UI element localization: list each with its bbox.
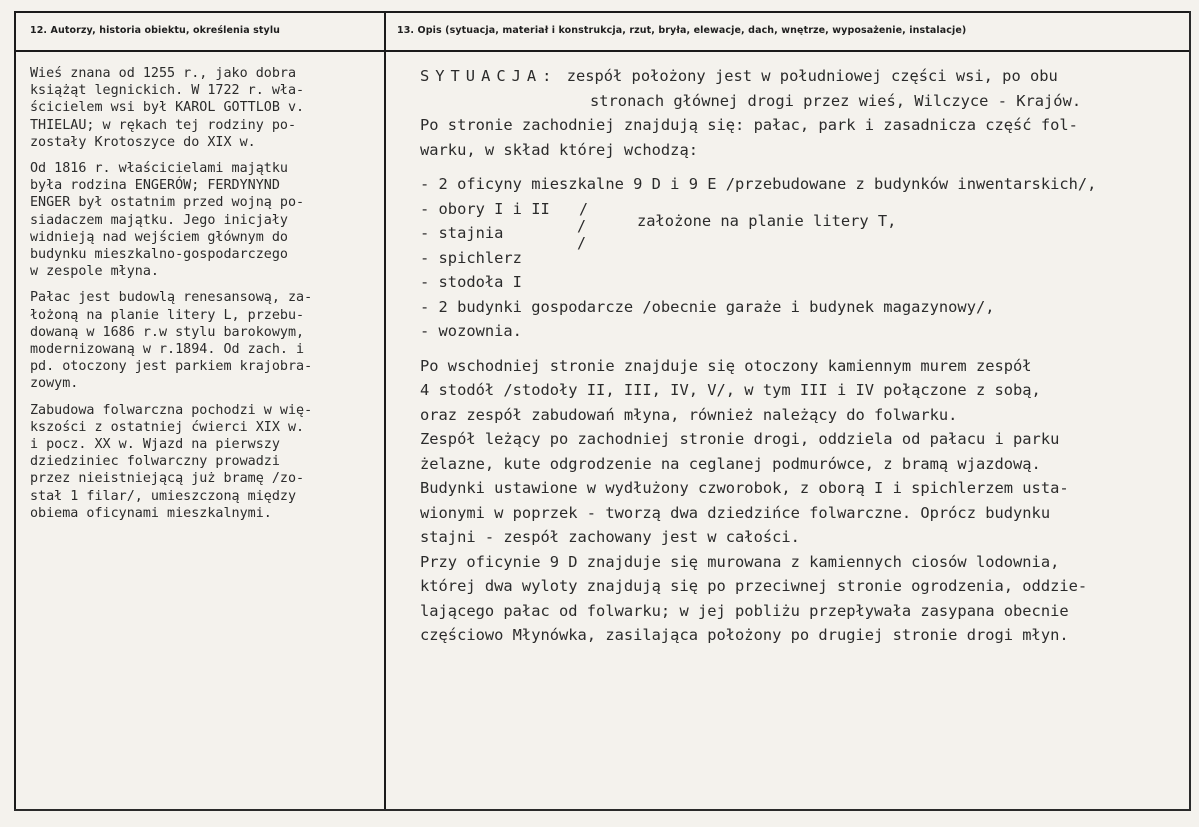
text-line: w zespole młyna.	[30, 264, 159, 280]
text-line: Po wschodniej stronie znajduje się otoczony kamiennym murem zespół	[420, 356, 1032, 375]
text-line: obiema oficynami mieszkalnymi.	[30, 505, 272, 521]
west-intro-line: warku, w skład której wchodzą:	[420, 140, 698, 159]
text-line: książąt legnickich. W 1722 r. wła-	[30, 83, 305, 99]
west-buildings-list	[420, 172, 1180, 344]
text-line: Wieś znana od 1255 r., jako dobra	[30, 66, 297, 81]
text-line: 4 stodół /stodoły II, III, IV, V/, w tym III i IV połączone z sobą,	[420, 381, 1041, 399]
text-line: łożoną na planie litery L, przebu-	[30, 307, 305, 323]
text-line: Zabudowa folwarczna pochodzi w wię-	[30, 402, 313, 418]
text-line: Budynki ustawione w wydłużony czworobok, z oborą I i spichlerzem usta-	[420, 479, 1069, 497]
east-description	[420, 354, 1180, 648]
text-line: siadaczem majątku. Jego inicjały	[30, 212, 288, 228]
situacja-label: SYTUACJA:	[420, 67, 558, 85]
situacja-text: zespół położony jest w południowej części wsi, po obu	[566, 67, 1058, 85]
list-item: - stajnia	[420, 224, 504, 242]
situacja-line-1	[420, 64, 1180, 89]
history-paragraph-3	[30, 289, 380, 392]
text-line: częściowo Młynówka, zasilająca położony po drugiej stronie drogi młyn.	[420, 626, 1069, 644]
text-line: dziedziniec folwarczny prowadzi	[30, 454, 280, 470]
list-item: - spichlerz	[420, 248, 522, 267]
text-line: pd. otoczony jest parkiem krajobra-	[30, 359, 313, 375]
text-line: widnieją nad wejściem głównym do	[30, 229, 288, 245]
description-column	[420, 64, 1180, 648]
history-paragraph-1	[30, 65, 380, 151]
list-item: - stodoła I	[420, 273, 522, 291]
text-line: ścicielem wsi był KAROL GOTTLOB v.	[30, 100, 305, 116]
text-line: przez nieistniejącą już bramę /zo-	[30, 471, 305, 487]
list-item: - obory I i II	[420, 199, 550, 218]
history-paragraph-4	[30, 402, 380, 522]
text-line: żelazne, kute odgrodzenie na ceglanej podmurówce, z bramą wjazdową.	[420, 454, 1041, 473]
frame-border-right	[1189, 11, 1191, 811]
west-intro-line: Po stronie zachodniej znajdują się: pałac, park i zasadnicza część fol-	[420, 116, 1078, 134]
text-line: kszości z ostatniej ćwierci XIX w.	[30, 419, 305, 435]
text-line: zostały Krotoszyce do XIX w.	[30, 134, 256, 150]
frame-border-bottom	[14, 809, 1191, 811]
situacja-line-2: stronach głównej drogi przez wieś, Wilczyce - Krajów.	[590, 91, 1082, 110]
text-line: Przy oficynie 9 D znajduje się murowana z kamiennych ciosów lodownia,	[420, 552, 1060, 571]
text-line: i pocz. XX w. Wjazd na pierwszy	[30, 437, 280, 453]
text-line: lającego pałac od folwarku; w jej pobliżu przepływała zasypana obecnie	[420, 601, 1069, 620]
header-divider	[16, 50, 1189, 52]
text-line: zowym.	[30, 376, 79, 392]
text-line: budynku mieszkalno-gospodarczego	[30, 247, 288, 263]
history-paragraph-2	[30, 160, 380, 280]
text-line: której dwa wyloty znajdują się po przeciwnej stronie ogrodzenia, oddzie-	[420, 577, 1088, 595]
text-line: stał 1 filar/, umieszczoną między	[30, 488, 297, 504]
text-line: ENGER był ostatnim przed wojną po-	[30, 195, 305, 211]
slash-mark: /	[577, 216, 587, 235]
slash-mark: /	[577, 233, 587, 252]
text-line: Zespół leżący po zachodniej stronie drogi, oddziela od pałacu i parku	[420, 430, 1060, 448]
section-13-heading: 13. Opis (sytuacja, materiał i konstrukcja, rzut, bryła, elewacje, dach, wnętrze, wyposażenie, instalacje)	[397, 25, 967, 36]
slash-mark: /	[579, 199, 589, 218]
history-column	[30, 65, 380, 522]
text-line: THIELAU; w rękach tej rodziny po-	[30, 117, 297, 133]
text-line: modernizowaną w r.1894. Od zach. i	[30, 342, 305, 358]
column-divider	[384, 13, 386, 809]
text-line: Od 1816 r. właścicielami majątku	[30, 161, 288, 177]
section-12-heading: 12. Autorzy, historia obiektu, określenia stylu	[30, 25, 281, 36]
grouped-list	[420, 197, 1180, 252]
text-line: oraz zespół zabudowań młyna, również należący do folwarku.	[420, 405, 958, 424]
list-item: - 2 oficyny mieszkalne 9 D i 9 E /przebudowane z budynków inwentarskich/,	[420, 175, 1097, 193]
text-line: stajni - zespół zachowany jest w całości.	[420, 528, 800, 546]
list-item: - 2 budynki gospodarcze /obecnie garaże i budynek magazynowy/,	[420, 297, 995, 316]
frame-border-left	[14, 11, 16, 811]
text-line: Pałac jest budowlą renesansową, za-	[30, 290, 313, 306]
text-line: wionymi w poprzek - tworzą dwa dziedzińce folwarczne. Oprócz budynku	[420, 503, 1051, 522]
frame-border-top	[14, 11, 1191, 13]
list-item: - wozownia.	[420, 322, 522, 340]
text-line: była rodzina ENGERÓW; FERDYNYND	[30, 178, 280, 194]
grouped-note: założone na planie litery T,	[637, 211, 897, 230]
text-line: dowaną w 1686 r.w stylu barokowym,	[30, 324, 305, 340]
